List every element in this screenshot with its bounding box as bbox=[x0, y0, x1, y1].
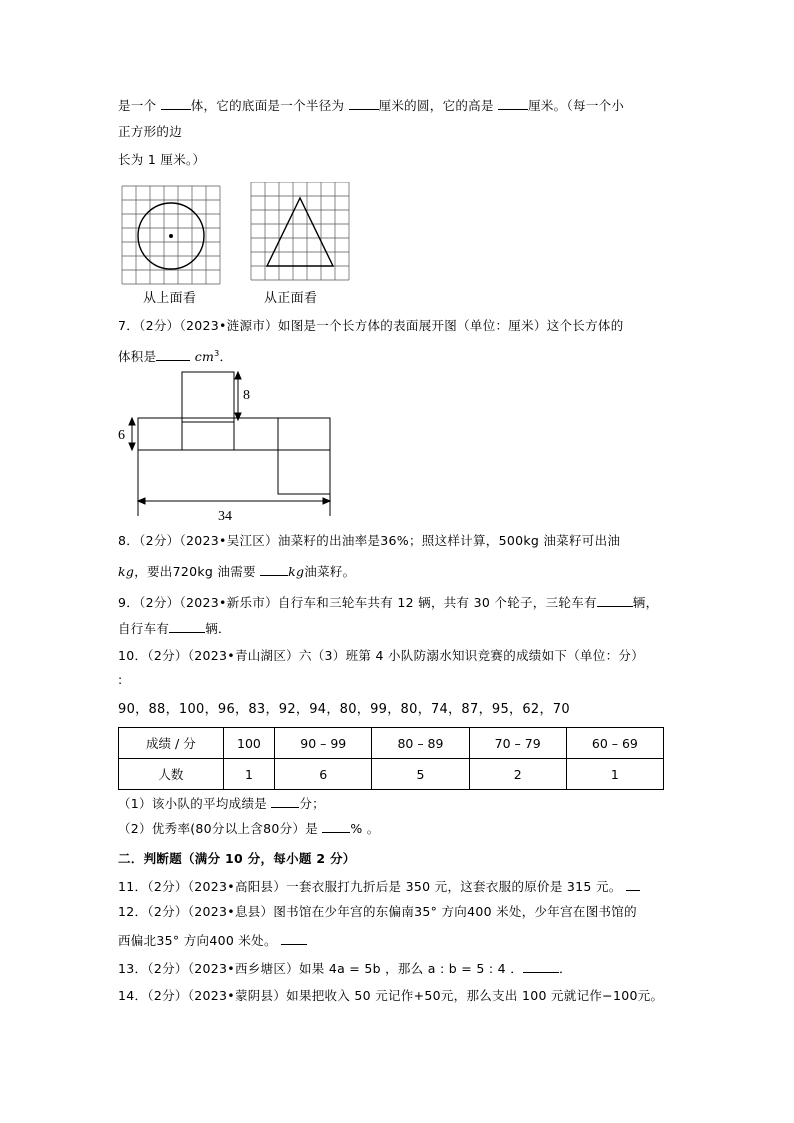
q9-line-1 bbox=[118, 594, 658, 611]
q6-line-3: 长为 1 厘米。） bbox=[118, 152, 206, 167]
q9-text-b: 辆， bbox=[632, 595, 659, 610]
triangle-shape bbox=[267, 198, 333, 266]
answer-blank[interactable] bbox=[161, 97, 191, 110]
q10-line-1: 10．（2分）（2023•青山湖区）六（3）班第 4 小队防溺水知识竞赛的成绩如下（单位：分） bbox=[118, 648, 644, 663]
q12-line-1: 12．（2分）（2023•息县）图书馆在少年宫的东偏南35° 方向400 米处，少年宫在图书馆的 bbox=[118, 904, 637, 919]
table-cell: 60 – 69 bbox=[566, 728, 663, 759]
q14-line: 14．（2分）（2023•蒙阴县）如果把收入 50 元记作+50元，那么支出 100 元就记作−100元。 bbox=[118, 988, 664, 1003]
table-row bbox=[119, 728, 664, 759]
table-cell: 70 – 79 bbox=[469, 728, 566, 759]
table-cell: 1 bbox=[223, 759, 274, 790]
q10-sub1-text: （1）该小队的平均成绩是 bbox=[118, 796, 268, 811]
q12-line-2 bbox=[118, 932, 307, 949]
q10-line-2: : bbox=[118, 672, 123, 687]
label-8: 8 bbox=[243, 388, 250, 403]
answer-blank[interactable] bbox=[271, 795, 299, 808]
q9-line-2 bbox=[118, 620, 231, 637]
unit-exponent: 3 bbox=[214, 349, 220, 358]
q9-text-a: 9．（2分）（2023•新乐市）自行车和三轮车共有 12 辆，共有 30 个轮子，三轮车有 bbox=[118, 595, 597, 610]
q10-sub-1 bbox=[118, 795, 325, 812]
q6-text-c: 厘米的圆，它的高是 bbox=[378, 98, 494, 113]
answer-blank[interactable] bbox=[349, 97, 379, 110]
circle-center-dot bbox=[169, 234, 173, 238]
table-cell: 6 bbox=[275, 759, 372, 790]
table-cell: 80 – 89 bbox=[372, 728, 469, 759]
answer-blank[interactable] bbox=[260, 563, 288, 576]
q7-line-1: 7．（2分）（2023•涟源市）如图是一个长方体的表面展开图（单位：厘米）这个长方体的 bbox=[118, 318, 624, 333]
section-2-title: 二．判断题（满分 10 分，每小题 2 分） bbox=[118, 851, 356, 866]
table-cell: 1 bbox=[566, 759, 663, 790]
table-row bbox=[119, 759, 664, 790]
q12-text: 西偏北35° 方向400 米处。 bbox=[118, 933, 277, 948]
table-cell: 人数 bbox=[119, 759, 224, 790]
q6-text-b: 体，它的底面是一个半径为 bbox=[190, 98, 345, 113]
q6-text-a: 是一个 bbox=[118, 98, 157, 113]
caption-top-view: 从上面看 bbox=[143, 291, 197, 306]
table-cell: 5 bbox=[372, 759, 469, 790]
q6-text-d: 厘米。（每一个小 bbox=[528, 98, 625, 113]
answer-blank[interactable] bbox=[322, 820, 350, 833]
answer-blank[interactable] bbox=[169, 620, 205, 633]
q11-text: 11．（2分）（2023•高阳县）一套衣服打九折后是 350 元，这套衣服的原价是 315 元。 bbox=[118, 879, 622, 894]
q13-text: 13．（2分）（2023•西乡塘区）如果 4a = 5b ，那么 a : b = 5 : 4 ． bbox=[118, 961, 523, 976]
q6-line-2: 正方形的边 bbox=[118, 124, 183, 139]
q10-sub2-text: （2）优秀率(80分以上含80分）是 bbox=[118, 821, 319, 836]
q8-line-1: 8．（2分）（2023•吴江区）油菜籽的出油率是36%；照这样计算，500kg 油菜籽可出油 bbox=[118, 533, 621, 548]
q10-sub2-end: % 。 bbox=[350, 821, 380, 836]
q9-text-d: 辆． bbox=[205, 621, 231, 636]
answer-blank[interactable] bbox=[597, 594, 633, 607]
label-6: 6 bbox=[118, 428, 125, 443]
q7-net-diagram bbox=[112, 368, 342, 528]
table-cell: 100 bbox=[223, 728, 274, 759]
unit-kg: kg bbox=[118, 564, 135, 579]
q8-text-a: ，要出720kg 油需要 bbox=[134, 564, 256, 579]
q13-line bbox=[118, 960, 572, 977]
q10-scores: 90，88，100，96，83，92，94，80，99，80，74，87，95，62，70 bbox=[118, 702, 570, 717]
q8-text-b: 油菜籽。 bbox=[304, 564, 356, 579]
q6-line-1 bbox=[118, 97, 624, 114]
q13-end: ． bbox=[559, 961, 572, 976]
q7-text: 体积是 bbox=[118, 349, 157, 365]
q7-end: ． bbox=[219, 349, 233, 365]
q7-line-2 bbox=[118, 346, 232, 365]
q10-sub-2 bbox=[118, 820, 380, 837]
answer-blank[interactable] bbox=[523, 960, 559, 973]
answer-blank[interactable] bbox=[156, 348, 190, 361]
label-34: 34 bbox=[218, 509, 232, 524]
score-table bbox=[118, 727, 664, 790]
unit-kg: kg bbox=[288, 564, 305, 579]
caption-front-view: 从正面看 bbox=[264, 291, 318, 306]
net-top-face bbox=[182, 372, 234, 422]
net-bottom-face bbox=[278, 450, 330, 494]
answer-blank[interactable] bbox=[281, 932, 307, 945]
q9-text-c: 自行车有 bbox=[118, 621, 170, 636]
dimension-arrows bbox=[129, 372, 330, 504]
table-cell: 90 – 99 bbox=[275, 728, 372, 759]
q10-sub1-end: 分； bbox=[299, 796, 325, 811]
unit-cm: cm bbox=[194, 349, 215, 365]
answer-blank[interactable] bbox=[626, 878, 640, 891]
table-cell: 2 bbox=[469, 759, 566, 790]
answer-blank[interactable] bbox=[498, 97, 528, 110]
table-cell: 成绩 / 分 bbox=[119, 728, 224, 759]
q11-line bbox=[118, 878, 640, 895]
q8-line-2 bbox=[118, 563, 355, 580]
